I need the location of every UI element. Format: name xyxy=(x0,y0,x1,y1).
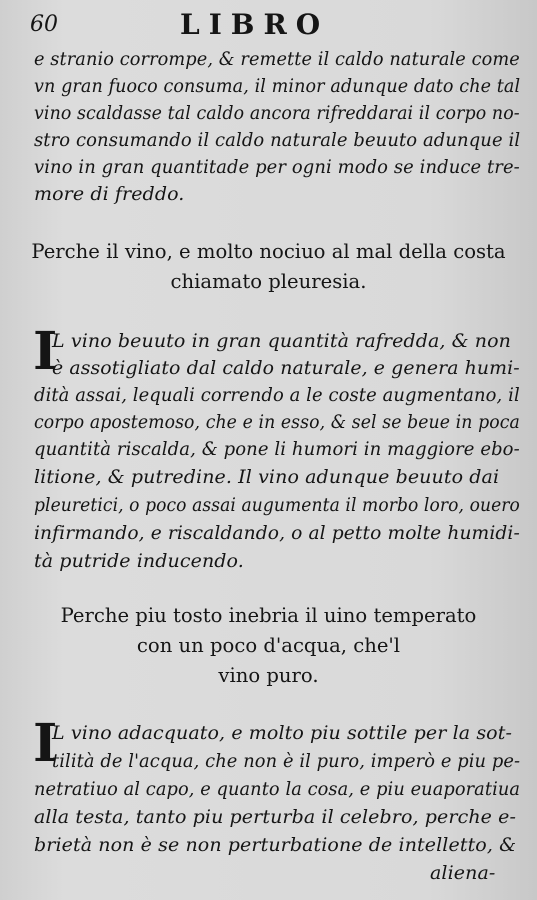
chapter-heading: vino puro. xyxy=(218,664,319,687)
text-line: L vino beuuto in gran quantità rafredda, & non xyxy=(52,330,512,352)
text-line: e stranio corrompe, & remette il caldo naturale come xyxy=(34,48,520,70)
text-line: netratiuo al capo, e quanto la cosa, e piu euaporatiua xyxy=(34,778,521,800)
text-line: vino in gran quantitade per ogni modo se induce tre- xyxy=(34,156,520,178)
text-line: vino scaldasse tal caldo ancora rifreddarai il corpo no- xyxy=(34,102,520,124)
chapter-heading: con un poco d'acqua, che'l xyxy=(136,634,401,657)
text-line: litione, & putredine. Il vino adunque beuuto dai xyxy=(34,466,500,488)
running-head: LIBRO xyxy=(180,8,330,41)
drop-capital: I xyxy=(33,713,58,774)
drop-capital: I xyxy=(33,321,58,382)
text-line: dità assai, lequali correndo a le coste augmentano, il xyxy=(34,384,520,406)
text-line: stro consumando il caldo naturale beuuto adunque il xyxy=(34,129,521,151)
text-line: è assotigliato dal caldo naturale, e genera humi- xyxy=(52,357,520,379)
text-line: pleuretici, o poco assai augumenta il morbo loro, ouero xyxy=(34,494,520,516)
text-line: infirmando, e riscaldando, o al petto molte humidi- xyxy=(34,522,520,544)
text-line: corpo apostemoso, che e in esso, & sel se beue in poca xyxy=(34,411,520,433)
chapter-heading: Perche il vino, e molto nociuo al mal della costa xyxy=(31,240,506,263)
text-line: vn gran fuoco consuma, il minor adunque dato che tal xyxy=(34,75,521,97)
text-line: tà putride inducendo. xyxy=(34,550,244,572)
page-header xyxy=(20,8,520,44)
chapter-heading: chiamato pleuresia. xyxy=(170,270,367,293)
text-line: quantità riscalda, & pone li humori in maggiore ebo- xyxy=(34,438,520,460)
text-line: more di freddo. xyxy=(34,183,185,205)
catchword: aliena- xyxy=(430,862,496,884)
text-line: L vino adacquato, e molto piu sottile per la sot- xyxy=(52,722,512,744)
text-line: tilità de l'acqua, che non è il puro, imperò e piu pe- xyxy=(52,750,521,772)
text-line: brietà non è se non perturbatione de intelletto, & xyxy=(34,834,517,856)
chapter-heading: Perche piu tosto inebria il uino temperato xyxy=(60,604,477,627)
page-number: 60 xyxy=(30,12,58,37)
text-line: alla testa, tanto piu perturba il celebro, perche e- xyxy=(34,806,516,828)
